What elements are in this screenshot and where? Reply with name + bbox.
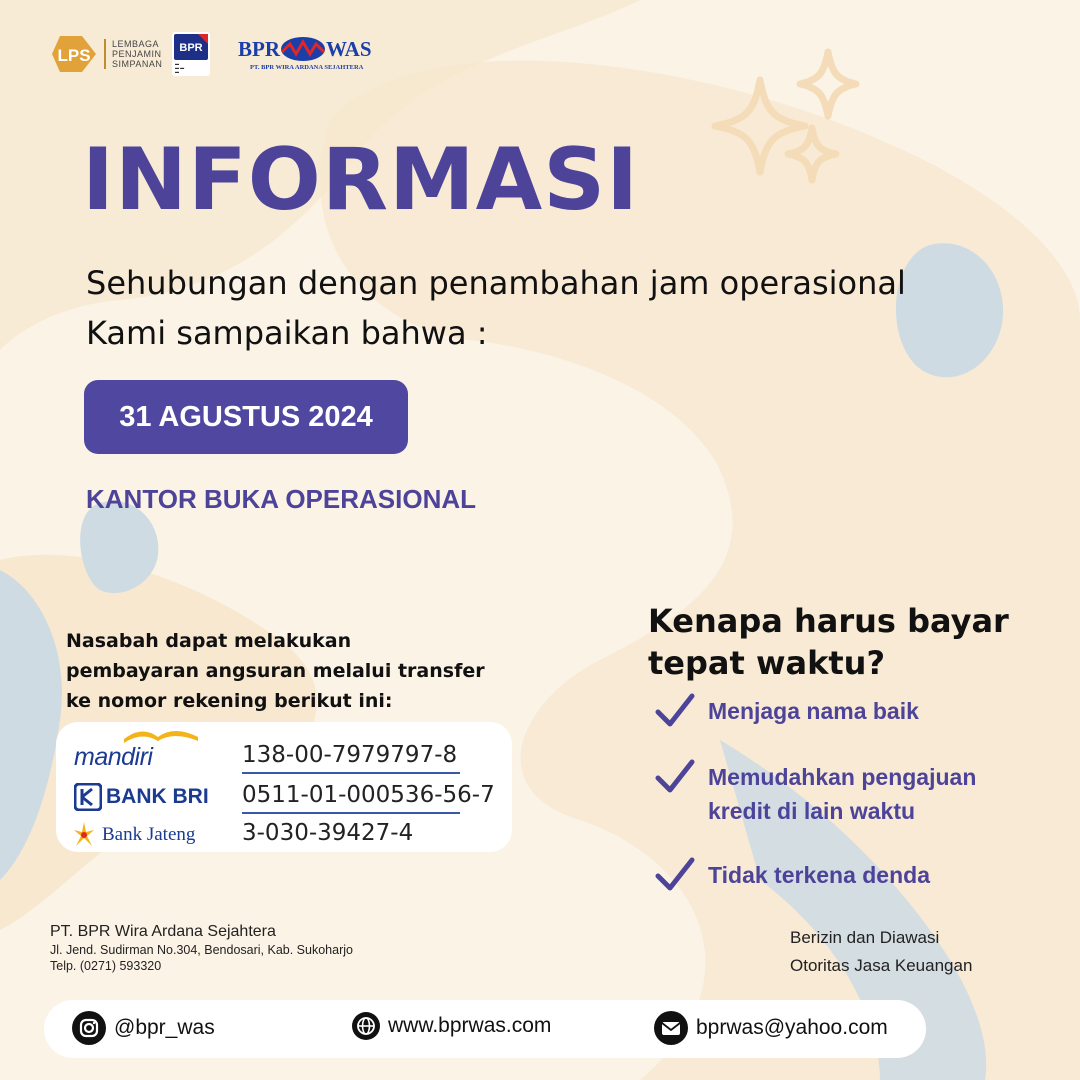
bank-jateng-logo: Bank Jateng <box>74 820 195 850</box>
reason-item: Memudahkan pengajuan kredit di lain waktu <box>654 760 976 828</box>
intro-line-1: Sehubungan dengan penambahan jam operasional <box>86 264 906 302</box>
account-row-jateng <box>56 814 512 852</box>
bpr-badge-label: BPR <box>174 34 208 60</box>
account-row-mandiri <box>56 736 512 774</box>
company-name: PT. BPR Wira Ardana Sejahtera <box>50 923 276 940</box>
company-address: Jl. Jend. Sudirman No.304, Bendosari, Kab. Sukoharjo <box>50 943 353 957</box>
date-badge: 31 AGUSTUS 2024 <box>84 380 408 454</box>
payment-instructions: Nasabah dapat melakukan pembayaran angsuran melalui transfer ke nomor rekening berikut ini: <box>66 630 485 712</box>
intro-text <box>86 258 906 358</box>
company-phone: Telp. (0271) 593320 <box>50 959 162 973</box>
lps-text: LEMBAGA PENJAMIN SIMPANAN <box>104 39 162 69</box>
jateng-star-icon <box>74 822 94 848</box>
account-number-jateng: 3-030-39427-4 <box>242 820 414 846</box>
mandiri-wave-icon <box>122 727 200 743</box>
instagram-link[interactable]: @bpr_was <box>72 1011 215 1045</box>
check-icon <box>654 690 696 730</box>
reason-item: Tidak terkena denda <box>654 858 930 894</box>
bpr-badge-subtext: ▬ ▬ ▬ ▬ <box>175 61 185 74</box>
lps-mark-icon <box>52 34 98 74</box>
why-title: Kenapa harus bayar tepat waktu? <box>648 602 1009 682</box>
email-icon <box>654 1011 688 1045</box>
website-link[interactable]: www.bprwas.com <box>352 1012 551 1040</box>
check-icon <box>654 756 696 796</box>
contact-footer <box>44 1000 926 1058</box>
ojk-notice: Berizin dan Diawasi Otoritas Jasa Keuangan <box>790 928 973 975</box>
email-link[interactable]: bprwas@yahoo.com <box>654 1011 888 1045</box>
intro-line-2: Kami sampaikan bahwa : <box>86 314 488 352</box>
lps-logo <box>52 34 162 74</box>
office-status-text: KANTOR BUKA OPERASIONAL <box>86 484 477 514</box>
bprwas-zigzag-icon <box>280 36 326 62</box>
bprwas-wordmark: BPR WAS <box>238 36 372 61</box>
instagram-icon <box>72 1011 106 1045</box>
page-title: INFORMASI <box>82 130 640 230</box>
svg-text:LPS: LPS <box>57 46 91 65</box>
globe-icon <box>352 1012 380 1040</box>
bri-logo: BANK BRI <box>74 782 209 812</box>
account-number-mandiri: 138-00-7979797-8 <box>242 742 458 768</box>
bank-accounts-card <box>56 722 512 852</box>
divider <box>242 772 460 774</box>
bpr-badge-logo <box>172 32 210 76</box>
mandiri-logo: mandiri <box>74 742 152 772</box>
account-number-bri: 0511-01-000536-56-7 <box>242 782 495 808</box>
company-info <box>50 922 353 974</box>
bri-mark-icon <box>74 783 102 811</box>
check-icon <box>654 854 696 894</box>
reason-item: Menjaga nama baik <box>654 694 919 730</box>
bprwas-company-subtitle: PT. BPR WIRA ARDANA SEJAHTERA <box>250 64 364 71</box>
account-row-bri <box>56 776 512 814</box>
bprwas-logo <box>238 36 372 71</box>
